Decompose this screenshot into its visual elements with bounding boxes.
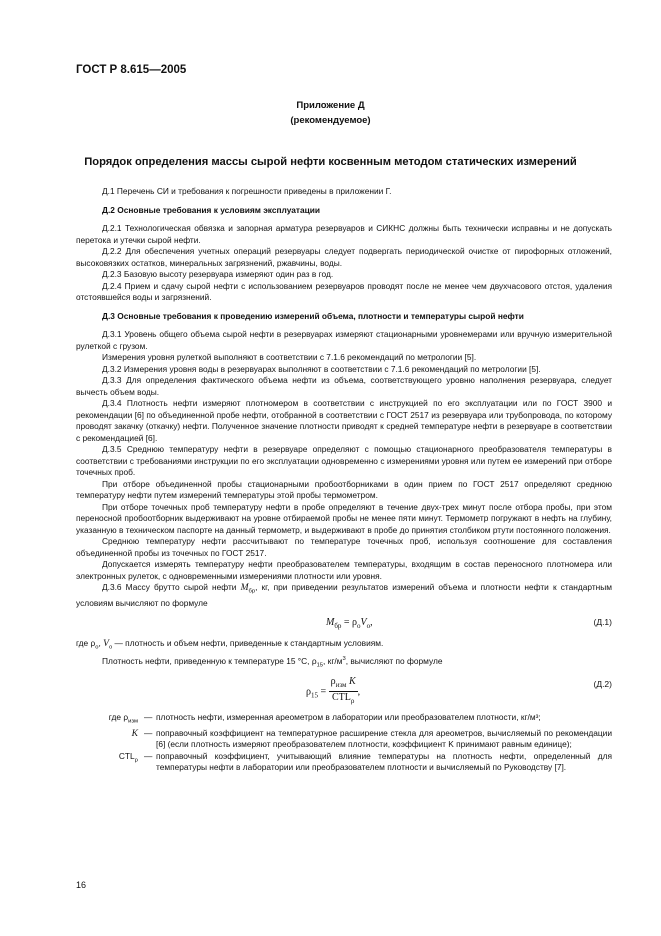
formula-d1-expression: $M_{бр} = \rho_оV_о$,	[326, 616, 373, 630]
paragraph-d3-5: Д.3.5 Среднюю температуру нефти в резервуаре определяют с помощью стационарного преобразователя температуры в соответствии с требованиями инструкции по его эксплуатации одновременно с измерениями уровня или путем ее измерений при отборе точечных проб.	[76, 444, 612, 477]
appendix-heading	[0, 98, 661, 128]
section-heading-d3: Д.3 Основные требования к проведению измерений объема, плотности и температуры сырой нефти	[102, 310, 524, 321]
where-line-d1: где $\rho_о$, $V_о$ — плотность и объем нефти, приведенные к стандартным условиям.	[76, 637, 384, 651]
definition-ctl: $CTL_\rho$ — поправочный коэффициент, учитывающий влияние температуры на плотность нефти, определенный для температуры нефти в лаборатории или преобразователем плотности и вычисляемый по Руководству [7].	[118, 750, 612, 773]
paragraph-d2-2: Д.2.2 Для обеспечения учетных операций резервуары следует подвергать периодической очистке от пирофорных отложений, высоковязких остатков, минеральных загрязнений, ржавчины, воды.	[76, 246, 612, 268]
paragraph-d3-2: Д.3.2 Измерения уровня воды в резервуарах выполняют в соответствии с 7.1.6 рекомендаций по метрологии [5].	[102, 363, 541, 374]
paragraph-d1: Д.1 Перечень СИ и требования к погрешности приведены в приложении Г.	[102, 186, 392, 196]
paragraph-d3-4: Д.3.4 Плотность нефти измеряют плотномером в соответствии с инструкцией по его эксплуатации или по ГОСТ 3900 и рекомендации [6] по объединенной пробе нефти, отобранной в соответствии с ГОСТ 2517 из резервуара или трубопровода, по которому проводят закачку (откачку) нефти. Полученное значение плотности приводят к средней температуре нефти в резервуаре в соответствии с рекомендацией [6].	[76, 398, 612, 443]
paragraph-d3-5e: Допускается измерять температуру нефти преобразователем температуры, входящим в состав переносного плотномера или электронных рулеток, с одновременными измерениями плотности или уровня.	[76, 559, 612, 581]
paragraph-d3-6: Д.3.6 Массу брутто сырой нефти $M_{бр}$, кг, при приведении результатов измерений объема и плотности нефти к стандартным условиям вычисляют по формуле	[76, 582, 612, 609]
paragraph-d3-1: Д.3.1 Уровень общего объема сырой нефти в резервуарах измеряют стационарными уровнемерами или вручную измерительной рулеткой с грузом.	[76, 329, 612, 351]
page-number: 16	[76, 880, 87, 890]
document-header: ГОСТ Р 8.615—2005	[76, 64, 187, 76]
formula-d1	[76, 614, 612, 634]
paragraph-rho15: Плотность нефти, приведенную к температуре 15 °С, $\rho_{15}$, $кг/м^3$, вычисляют по формуле	[102, 655, 443, 669]
formula-d2	[76, 676, 612, 706]
paragraph-d2-3: Д.2.3 Базовую высоту резервуара измеряют один раз в год.	[102, 269, 334, 279]
appendix-label: Приложение Д	[296, 100, 365, 111]
definition-k: K — поправочный коэффициент на температурное расширение стекла для ареометров, вычисляемый по рекомендации [6] (если плотность измеряют преобразователем плотности, коэффициент K принимают равным единице);	[131, 727, 612, 750]
paragraph-d2-1: Д.2.1 Технологическая обвязка и запорная арматура резервуаров и СИКНС должны быть технически исправны и не допускать перетока и утечки сырой нефти.	[76, 223, 612, 245]
formula-d1-number: (Д.1)	[593, 616, 612, 627]
document-body	[76, 186, 612, 774]
formula-d2-number: (Д.2)	[593, 678, 612, 689]
appendix-title: Порядок определения массы сырой нефти косвенным методом статических измерений	[84, 156, 577, 168]
paragraph-d3-5b: При отборе объединенной пробы стационарными пробоотборниками в один прием по ГОСТ 2517 определяют среднюю температуру нефти путем измерений температуры этой пробы термометром.	[76, 478, 612, 500]
definition-rho-izm: где $\rho_{изм}$ — плотность нефти, измеренная ареометром в лаборатории или преобразователем плотности, кг/м³;	[108, 711, 541, 725]
formula-d2-expression: $\rho_{15}$ = $\frac{\rho_{изм} K}{CTL_\rho}$ ,	[306, 675, 361, 706]
section-heading-d2: Д.2 Основные требования к условиям эксплуатации	[102, 204, 321, 215]
paragraph-d2-4: Д.2.4 Прием и сдачу сырой нефти с использованием резервуаров проводят после не менее чем двухчасового отстоя, удаления отстоявшейся воды и загрязнений.	[76, 280, 612, 302]
paragraph-d3-3: Д.3.3 Для определения фактического объема нефти из объема, соответствующего уровню наполнения резервуара, следует вычесть объем воды.	[76, 375, 612, 397]
appendix-status: (рекомендуемое)	[290, 115, 371, 126]
paragraph-d3-5c: При отборе точечных проб температуру нефти в пробе определяют в течение двух-трех минут после отбора пробы, при этом переносной пробоотборник выдерживают на уровне отбираемой пробы не менее пяти минут. Термометр погружают в нефть на глубину, указанную в техническом паспорте на данный термометр, и выдерживают в пробе до принятия столбиком ртути постоянного положения.	[76, 501, 612, 535]
paragraph-d3-1b: Измерения уровня рулеткой выполняют в соответствии с 7.1.6 рекомендаций по метрологии [5].	[102, 352, 477, 362]
paragraph-d3-5d: Среднюю температуру нефти рассчитывают по температуре точечных проб, используя соотношение для составления объединенной пробы из точечных по ГОСТ 2517.	[76, 536, 612, 558]
